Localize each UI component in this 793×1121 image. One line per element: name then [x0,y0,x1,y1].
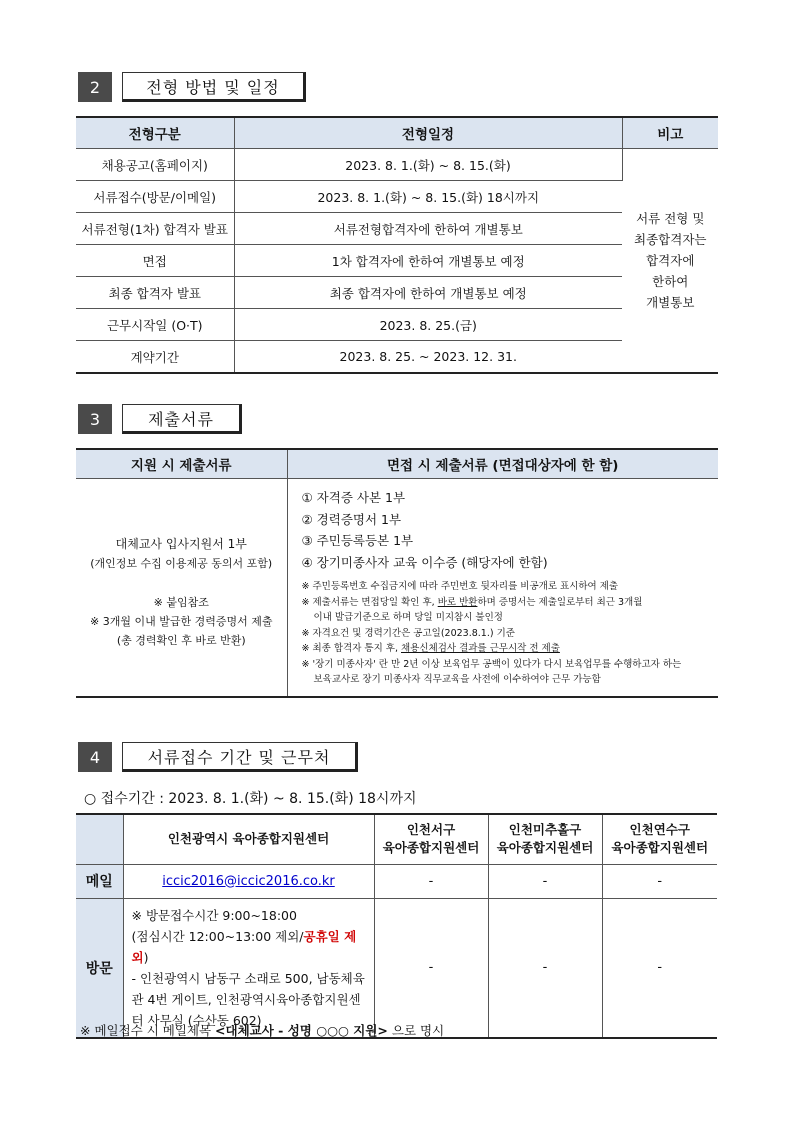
table-row [76,277,718,309]
row-schedule: 2023. 8. 25.(금) [234,309,622,341]
row-label: 방문 [76,898,123,1038]
table-row [76,149,718,181]
row-schedule: 최종 합격자에 한하여 개별통보 예정 [234,277,622,309]
table-row [76,213,718,245]
table-row [76,309,718,341]
list-item: ① 자격증 사본 1부 [301,490,406,505]
section-3-header [78,404,242,434]
email-link[interactable]: iccic2016@iccic2016.co.kr [162,873,335,889]
schedule-table [76,116,718,374]
col-header: 전형일정 [234,117,622,149]
documents-table [76,448,718,698]
interview-documents-cell [287,479,718,697]
submission-period: ○ 접수기간 : 2023. 8. 1.(화) ~ 8. 15.(화) 18시까지 [84,791,417,807]
section-title: 제출서류 [122,404,242,434]
row-type: 서류접수(방문/이메일) [76,181,234,213]
list-item: ③ 주민등록등본 1부 [301,533,414,548]
email-cell [123,864,374,898]
notes: ※ 주민등록번호 수집금지에 따라 주민번호 뒷자리를 비공개로 표시하여 제출 ※ 제출서류는 면접당일 확인 후, 바로 반환하며 증명서는 제출일로부터 최근 3개월 이내 발급기준으로 하며 당일 미지참시 불인정 ※ 자격요건 및 경력기간은 공고일(2023.8.1.) 기준 ※ 최종 합격자 통지 후, 채용신체검사 결과를 근무시작 전 제출 ※ '장기 미종사자' 란 만 2년 이상 보육업무 공백이 있다가 다시 보육업무를 수행하고자 하는 보육교사로 장기 미종사자 직무교육을 사전에 이수하여야 근무 가능함 [301,581,682,685]
corner-cell [76,814,123,864]
section-number: 3 [78,404,116,434]
col-header: 인천서구 육아종합지원센터 [374,814,488,864]
table-row: 방문 ※ 방문접수시간 9:00~18:00 (점심시간 12:00~13:00 제외/공휴일 제외) - 인천광역시 남동구 소래로 500, 남동체육관 4번 게이트, 인천광역시육아종합지원센터 사무실 (수산동 602) - - - [76,898,717,1038]
col-header: 비고 [622,117,718,149]
col-header: 인천미추홀구 육아종합지원센터 [488,814,602,864]
col-header: 지원 시 제출서류 [76,449,287,479]
col-header: 전형구분 [76,117,234,149]
col-header: 인천연수구 육아종합지원센터 [602,814,717,864]
table-row [76,181,718,213]
row-schedule: 서류전형합격자에 한하여 개별통보 [234,213,622,245]
table-row: 메일 iccic2016@iccic2016.co.kr - - - [76,864,717,898]
remarks-cell: 서류 전형 및 최종합격자는 합격자에 한하여 개별통보 [622,149,718,374]
section-title: 서류접수 기간 및 근무처 [122,742,358,772]
section-number: 2 [78,72,116,102]
footer-note: ※ 메일접수 시 메일제목 <대체교사 - 성명 ○○○ 지원> 으로 명시 [80,1023,445,1038]
apply-documents-cell: 대체교사 입사지원서 1부 (개인정보 수집 이용제공 동의서 포함) ※ 붙임참조 ※ 3개월 이내 발급한 경력증명서 제출 (총 경력확인 후 바로 반환) [76,479,287,697]
list-item: ② 경력증명서 1부 [301,511,402,527]
row-type: 계약기간 [76,341,234,374]
row-type: 면접 [76,245,234,277]
row-type: 채용공고(홈페이지) [76,149,234,181]
section-title: 전형 방법 및 일정 [122,72,306,102]
section-2-header [78,72,306,102]
row-schedule: 2023. 8. 25. ~ 2023. 12. 31. [234,341,622,374]
list-item: ④ 장기미종사자 교육 이수증 (해당자에 한함) [301,554,548,570]
section-4-header [78,742,358,772]
row-schedule: 1차 합격자에 한하여 개별통보 예정 [234,245,622,277]
visit-cell: ※ 방문접수시간 9:00~18:00 (점심시간 12:00~13:00 제외/공휴일 제외) - 인천광역시 남동구 소래로 500, 남동체육관 4번 게이트, 인천광역시육아종합지원센터 사무실 (수산동 602) [123,898,374,1038]
row-schedule: 2023. 8. 1.(화) ~ 8. 15.(화) 18시까지 [234,181,622,213]
row-type: 최종 합격자 발표 [76,277,234,309]
row-label: 메일 [76,864,123,898]
table-row [76,245,718,277]
col-header: 면접 시 제출서류 (면접대상자에 한 함) [287,449,718,479]
row-schedule: 2023. 8. 1.(화) ~ 8. 15.(화) [234,149,622,181]
row-type: 근무시작일 (O·T) [76,309,234,341]
row-type: 서류전형(1차) 합격자 발표 [76,213,234,245]
submission-table [76,813,717,1039]
section-number: 4 [78,742,116,772]
col-header: 인천광역시 육아종합지원센터 [123,814,374,864]
table-row [76,341,718,374]
